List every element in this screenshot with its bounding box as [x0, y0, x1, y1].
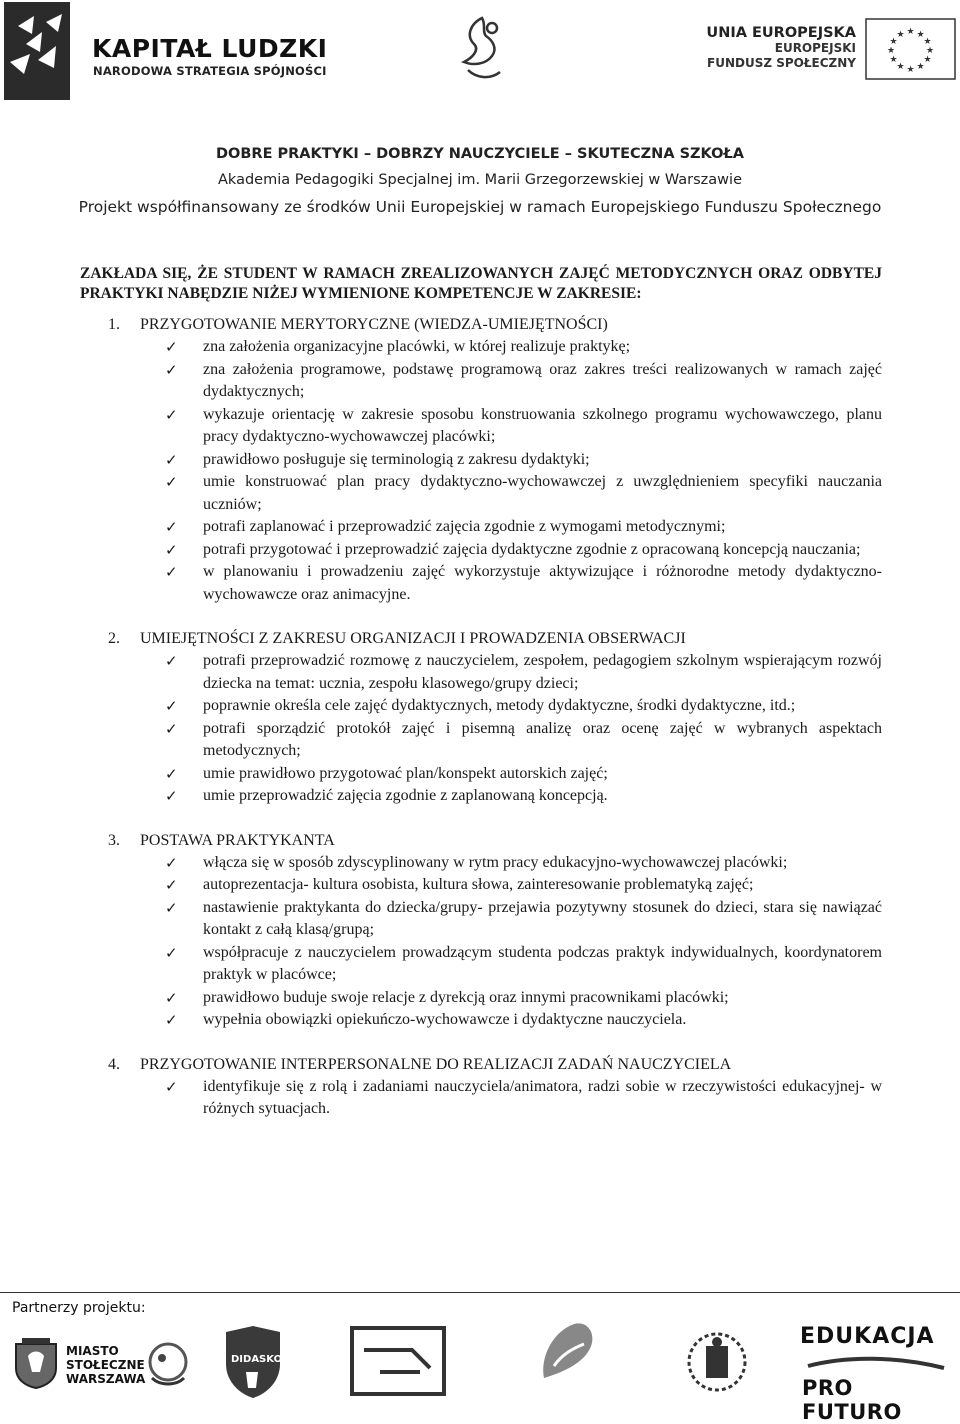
brand-subtitle: NARODOWA STRATEGIA SPÓJNOŚCI: [93, 64, 327, 78]
list-item: ✓ potrafi przygotować i przeprowadzić zajęcia dydaktyczne zgodnie z opracowaną koncepcją nauczania;: [203, 539, 882, 562]
svg-text:★: ★: [916, 30, 925, 40]
warsaw-label-line2: STOŁECZNE: [66, 1358, 145, 1372]
header-academy: Akademia Pedagogiki Specjalnej im. Marii Grzegorzewskiej w Warszawie: [218, 172, 742, 188]
list-item: ✓ identyfikuje się z rolą i zadaniami nauczyciela/animatora, radzi sobie w rzeczywistości edukacyjnej- w różnych sytuacjach.: [165, 1077, 882, 1117]
eu-label-line2: EUROPEJSKI: [774, 41, 856, 55]
section-title: [108, 314, 882, 336]
list-item: ✓ wykazuje orientację w zakresie sposobu konstruowania szkolnego programu wychowawczego, planu pracy dydaktyczno-wychowawczej placówki;: [165, 405, 882, 445]
footer-divider: [0, 1292, 960, 1293]
warsaw-label-line1: MIASTO: [66, 1344, 119, 1358]
school-logo-icon: [140, 1338, 196, 1394]
list-item: ✓ autoprezentacja- kultura osobista, kultura słowa, zainteresowanie problematyką zajęć;: [203, 874, 882, 897]
profuturo-label: PRO FUTURO: [802, 1376, 902, 1424]
section-number: 1.: [108, 316, 120, 333]
intro-heading: ZAKŁADA SIĘ, ŻE STUDENT W RAMACH ZREALIZOWANYCH ZAJĘĆ METODYCZNYCH ORAZ ODBYTEJ PRAKTYKI NABĘDZIE NIŻEJ WYMIENIONE KOMPETENCJE W ZAKRESIE:: [80, 265, 882, 302]
edukacja-label: EDUKACJA: [800, 1324, 935, 1349]
checkmark-icon: ✓: [165, 540, 178, 559]
section-4: [108, 1054, 882, 1121]
list-item: ✓ potrafi przeprowadzić rozmowę z nauczycielem, zespołem, pedagogiem szkolnym wspierającym rozwój dziecka na temat: ucznia, zespołu klasowego/grupy dzieci;: [165, 652, 882, 692]
checkmark-icon: ✓: [165, 518, 178, 536]
header-slogan: DOBRE PRAKTYKI – DOBRZY NAUCZYCIELE – SKUTECZNA SZKOŁA: [215, 146, 744, 162]
checkmark-icon: ✓: [165, 405, 178, 424]
section-title-text: UMIEJĘTNOŚCI Z ZAKRESU ORGANIZACJI I PROWADZENIA OBSERWACJI: [140, 630, 686, 647]
list-item: ✓ włącza się w sposób zdyscyplinowany w rytm pracy edukacyjno-wychowawczej placówki;: [203, 852, 882, 875]
checkmark-icon: ✓: [165, 943, 178, 962]
list-item: ✓ umie prawidłowo przygotować plan/konspekt autorskich zajęć;: [203, 763, 882, 786]
partners-label: Partnerzy projektu:: [12, 1300, 146, 1316]
hands-logo-icon: [350, 1326, 446, 1396]
list-item: ✓ umie konstruować plan pracy dydaktyczno-wychowawczej z uwzględnieniem specyfiki nauczania uczniów;: [165, 473, 882, 513]
section-title: [108, 628, 882, 650]
svg-text:★: ★: [923, 55, 932, 65]
svg-text:★: ★: [916, 62, 925, 72]
institution-emblem-icon: [452, 14, 512, 86]
checkmark-icon: ✓: [165, 697, 178, 715]
list-item: ✓ prawidłowo posługuje się terminologią z zakresu dydaktyki;: [203, 449, 882, 472]
didasko-label: DIDASKO: [231, 1354, 283, 1365]
checkmark-icon: ✓: [165, 450, 178, 469]
checkmark-icon: ✓: [165, 1011, 178, 1029]
warsaw-coat-of-arms-icon: [12, 1338, 60, 1390]
svg-text:★: ★: [886, 46, 896, 56]
section-1: [108, 314, 882, 606]
svg-text:★: ★: [896, 30, 905, 40]
section-title-text: PRZYGOTOWANIE MERYTORYCZNE (WIEDZA-UMIEJĘTNOŚCI): [140, 316, 608, 333]
list-item: ✓ potrafi sporządzić protokół zajęć i pisemną analizę oraz ocenę zajęć w wybranych aspektach metodycznych;: [165, 719, 882, 759]
warsaw-label: [66, 1344, 145, 1386]
checkmark-icon: ✓: [165, 898, 178, 917]
svg-text:★: ★: [906, 65, 915, 75]
brand-title: KAPITAŁ LUDZKI: [92, 34, 328, 63]
section-title-text: PRZYGOTOWANIE INTERPERSONALNE DO REALIZACJI ZADAŃ NAUCZYCIELA: [140, 1055, 732, 1073]
section-title: [108, 1054, 882, 1076]
section-number: 2.: [108, 630, 120, 647]
list-item: ✓ nastawienie praktykanta do dziecka/grupy- przejawia pozytywny stosunek do dzieci, stara się nawiązać kontakt z całą klasą/grupą;: [165, 898, 882, 938]
sun-emblem-icon: [684, 1328, 750, 1402]
section-title-text: POSTAWA PRAKTYKANTA: [140, 831, 335, 849]
svg-text:★: ★: [889, 55, 898, 65]
list-item: ✓ wypełnia obowiązki opiekuńczo-wychowawcze i dydaktyczne nauczyciela.: [203, 1009, 882, 1032]
list-item: ✓ potrafi zaplanować i przeprowadzić zajęcia zgodnie z wymogami metodycznymi;: [203, 516, 882, 539]
checkmark-icon: ✓: [165, 563, 178, 581]
checkmark-icon: ✓: [165, 360, 178, 379]
svg-text:★: ★: [889, 37, 898, 47]
svg-text:★: ★: [896, 62, 905, 72]
kapital-ludzki-logo: [4, 2, 70, 100]
integration-school-logo-icon: [534, 1318, 604, 1392]
checkmark-icon: ✓: [165, 719, 178, 738]
svg-text:★: ★: [925, 46, 935, 56]
eu-label-line1: UNIA EUROPEJSKA: [706, 25, 856, 41]
section-2: [108, 628, 882, 808]
eu-flag-icon: [865, 18, 956, 80]
list-item: ✓ poprawnie określa cele zajęć dydaktycznych, metody dydaktyczne, środki dydaktyczne, itd.;: [203, 695, 882, 718]
header-project: Projekt współfinansowany ze środków Unii Europejskiej w ramach Europejskiego Funduszu Społecznego: [78, 198, 882, 216]
warsaw-label-line3: WARSZAWA: [66, 1372, 146, 1386]
edukacja-swoosh-icon: [806, 1352, 946, 1374]
checkmark-icon: ✓: [165, 787, 178, 805]
checkmark-icon: ✓: [165, 338, 178, 356]
checkmark-icon: ✓: [165, 764, 178, 783]
list-item: ✓ zna założenia programowe, podstawę programową oraz zakres treści realizowanych w ramach zajęć dydaktycznych;: [165, 360, 882, 400]
competence-list: [108, 314, 882, 1121]
list-item: ✓ zna założenia organizacyjne placówki, w której realizuje praktykę;: [203, 336, 882, 359]
section-title: [108, 830, 882, 852]
list-item: ✓ w planowaniu i prowadzeniu zajęć wykorzystuje aktywizujące i różnorodne metody dydaktyczno-wychowawcze oraz animacyjne.: [165, 563, 882, 603]
list-item: ✓ współpracuje z nauczycielem prowadzącym studenta podczas praktyk indywidualnych, koordynatorem praktyk w placówce;: [165, 943, 882, 983]
section-number: 3.: [108, 831, 120, 849]
section-3: [108, 830, 882, 1032]
svg-text:★: ★: [906, 27, 915, 37]
section-number: 4.: [108, 1055, 120, 1073]
svg-text:★: ★: [923, 37, 932, 47]
eu-label-line3: FUNDUSZ SPOŁECZNY: [707, 56, 856, 70]
list-item: ✓ umie przeprowadzić zajęcia zgodnie z zaplanowaną koncepcją.: [203, 785, 882, 808]
checkmark-icon: ✓: [165, 652, 178, 670]
eu-label: [706, 26, 856, 71]
checkmark-icon: ✓: [165, 988, 178, 1007]
checkmark-icon: ✓: [165, 1077, 178, 1096]
checkmark-icon: ✓: [165, 876, 178, 894]
list-item: ✓ prawidłowo buduje swoje relacje z dyrekcją oraz innymi pracownikami placówki;: [203, 987, 882, 1010]
checkmark-icon: ✓: [165, 473, 178, 491]
checkmark-icon: ✓: [165, 853, 178, 872]
